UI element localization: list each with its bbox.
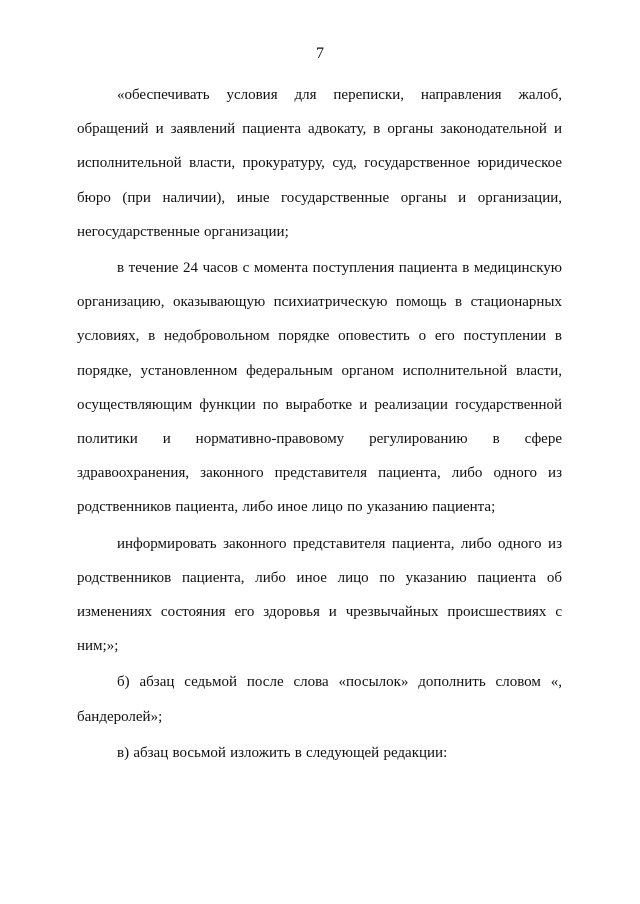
paragraph-correspondence-conditions: «обеспечивать условия для переписки, направления жалоб, обращений и заявлений пациента адвокату, в органы законодательной и исполнительной власти, прокуратуру, суд, государственное юридическое бюро (при наличии), иные государственные органы и организации, негосударственные организации; (77, 87, 562, 240)
page-number: 7 (316, 45, 324, 62)
paragraph-24-hour-notification: в течение 24 часов с момента поступления пациента в медицинскую организацию, оказывающую психиатрическую помощь в стационарных условиях, в недобровольном порядке оповестить о его поступлении в порядке, установленном федеральным органом исполнительной власти, осуществляющим функции по выработке и реализации государственной политики и нормативно-правовому регулированию в сфере здравоохранения, законного представителя пациента, либо одного из родственников пациента, либо иное лицо по указанию пациента; (77, 260, 562, 516)
document-body (77, 78, 562, 770)
paragraph-amendment-b: б) абзац седьмой после слова «посылок» дополнить словом «, бандеролей»; (77, 674, 562, 725)
paragraph-amendment-v: в) абзац восьмой изложить в следующей редакции: (117, 744, 448, 761)
paragraph-inform-representative: информировать законного представителя пациента, либо одного из родственников пациента, либо иное лицо по указанию пациента об изменениях состояния его здоровья и чрезвычайных происшествиях с ним;»; (77, 535, 562, 655)
